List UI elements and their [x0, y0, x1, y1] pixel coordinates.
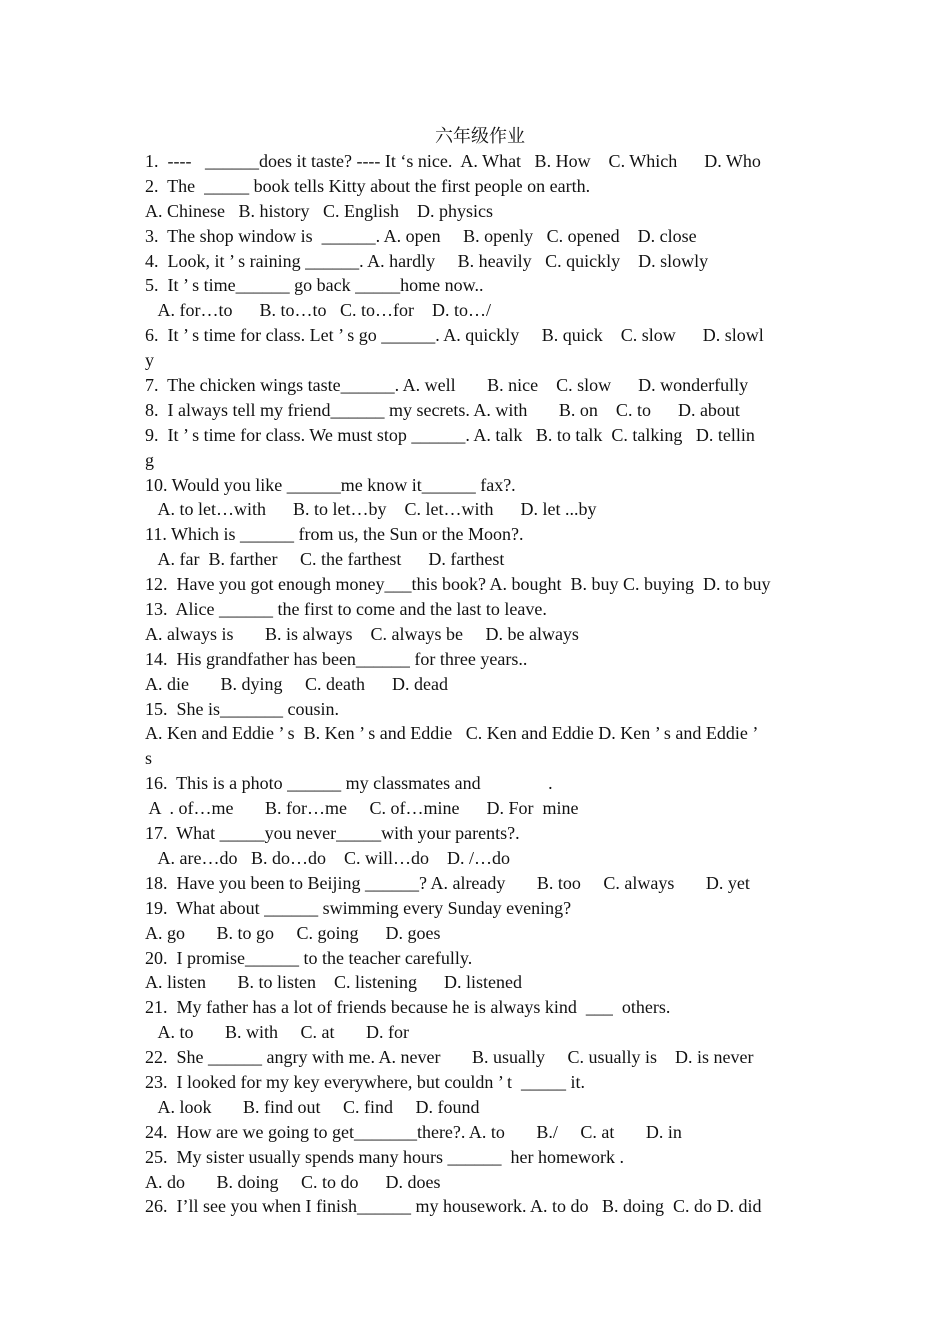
question-line: 3. The shop window is ______. A. open B. openly C. opened D. close — [145, 225, 697, 246]
question-line: 21. My father has a lot of friends because he is always kind ___ others. — [145, 997, 671, 1018]
options-line: A. die B. dying C. death D. dead — [145, 673, 448, 694]
options-line: A. are…do B. do…do C. will…do D. /…do — [145, 847, 510, 868]
worksheet-title: 六年级作业 — [435, 126, 525, 146]
options-line: A. Chinese B. history C. English D. physics — [145, 200, 494, 221]
question-line: 23. I looked for my key everywhere, but couldn ’ t _____ it. — [145, 1071, 586, 1092]
options-line: A. go B. to go C. going D. goes — [145, 922, 441, 943]
wrapped-line: g — [145, 449, 154, 470]
question-line: 18. Have you been to Beijing ______? A. already B. too C. always D. yet — [145, 872, 750, 893]
question-line: 14. His grandfather has been______ for three years.. — [145, 648, 528, 669]
options-line: A. do B. doing C. to do D. does — [145, 1171, 441, 1192]
options-line: A. listen B. to listen C. listening D. listened — [145, 972, 522, 993]
wrapped-line: s — [145, 748, 153, 769]
question-line: 22. She ______ angry with me. A. never B. usually C. usually is D. is never — [145, 1047, 754, 1068]
question-line: 7. The chicken wings taste______. A. well B. nice C. slow D. wonderfully — [145, 375, 749, 396]
question-line: 8. I always tell my friend______ my secrets. A. with B. on C. to D. about — [145, 399, 740, 420]
question-line: 26. I’ll see you when I finish______ my housework. A. to do B. doing C. do D. did — [145, 1196, 762, 1217]
question-line: 24. How are we going to get_______there?. A. to B./ C. at D. in — [145, 1121, 682, 1142]
options-line: A . of…me B. for…me C. of…mine D. For mine — [145, 798, 579, 819]
options-line: A. to let…with B. to let…by C. let…with D. let ...by — [145, 499, 597, 520]
options-line: A. far B. farther C. the farthest D. farthest — [145, 549, 505, 570]
options-line: A. for…to B. to…to C. to…for D. to…/ — [145, 300, 491, 321]
question-line: 6. It ’ s time for class. Let ’ s go ______. A. quickly B. quick C. slow D. slowl — [145, 325, 764, 346]
question-line: 12. Have you got enough money___this book? A. bought B. buy C. buying D. to buy — [145, 574, 771, 595]
question-line: 16. This is a photo ______ my classmates and . — [145, 773, 553, 794]
question-line: 4. Look, it ’ s raining ______. A. hardly B. heavily C. quickly D. slowly — [145, 250, 709, 271]
options-line: A. Ken and Eddie ’ s B. Ken ’ s and Eddie C. Ken and Eddie D. Ken ’ s and Eddie ’ — [145, 723, 759, 744]
question-line: 25. My sister usually spends many hours ______ her homework . — [145, 1146, 624, 1167]
question-line: 20. I promise______ to the teacher carefully. — [145, 947, 473, 968]
question-line: 10. Would you like ______me know it______ fax?. — [145, 474, 516, 495]
question-line: 13. Alice ______ the first to come and the last to leave. — [145, 599, 547, 620]
options-line: A. to B. with C. at D. for — [145, 1022, 409, 1043]
question-line: 19. What about ______ swimming every Sunday evening? — [145, 897, 572, 918]
question-line: 9. It ’ s time for class. We must stop ______. A. talk B. to talk C. talking D. tellin — [145, 424, 755, 445]
question-line: 5. It ’ s time______ go back _____home now.. — [145, 275, 484, 296]
worksheet-page — [145, 124, 815, 1219]
question-line: 17. What _____you never_____with your parents?. — [145, 823, 520, 844]
question-line: 1. ---- ______does it taste? ---- It ‘s nice. A. What B. How C. Which D. Who — [145, 151, 761, 171]
question-line: 11. Which is ______ from us, the Sun or the Moon?. — [145, 524, 524, 545]
options-line: A. always is B. is always C. always be D. be always — [145, 623, 579, 644]
question-line: 15. She is_______ cousin. — [145, 698, 340, 719]
question-line: 2. The _____ book tells Kitty about the first people on earth. — [145, 175, 591, 196]
wrapped-line: y — [145, 350, 154, 371]
options-line: A. look B. find out C. find D. found — [145, 1096, 480, 1117]
